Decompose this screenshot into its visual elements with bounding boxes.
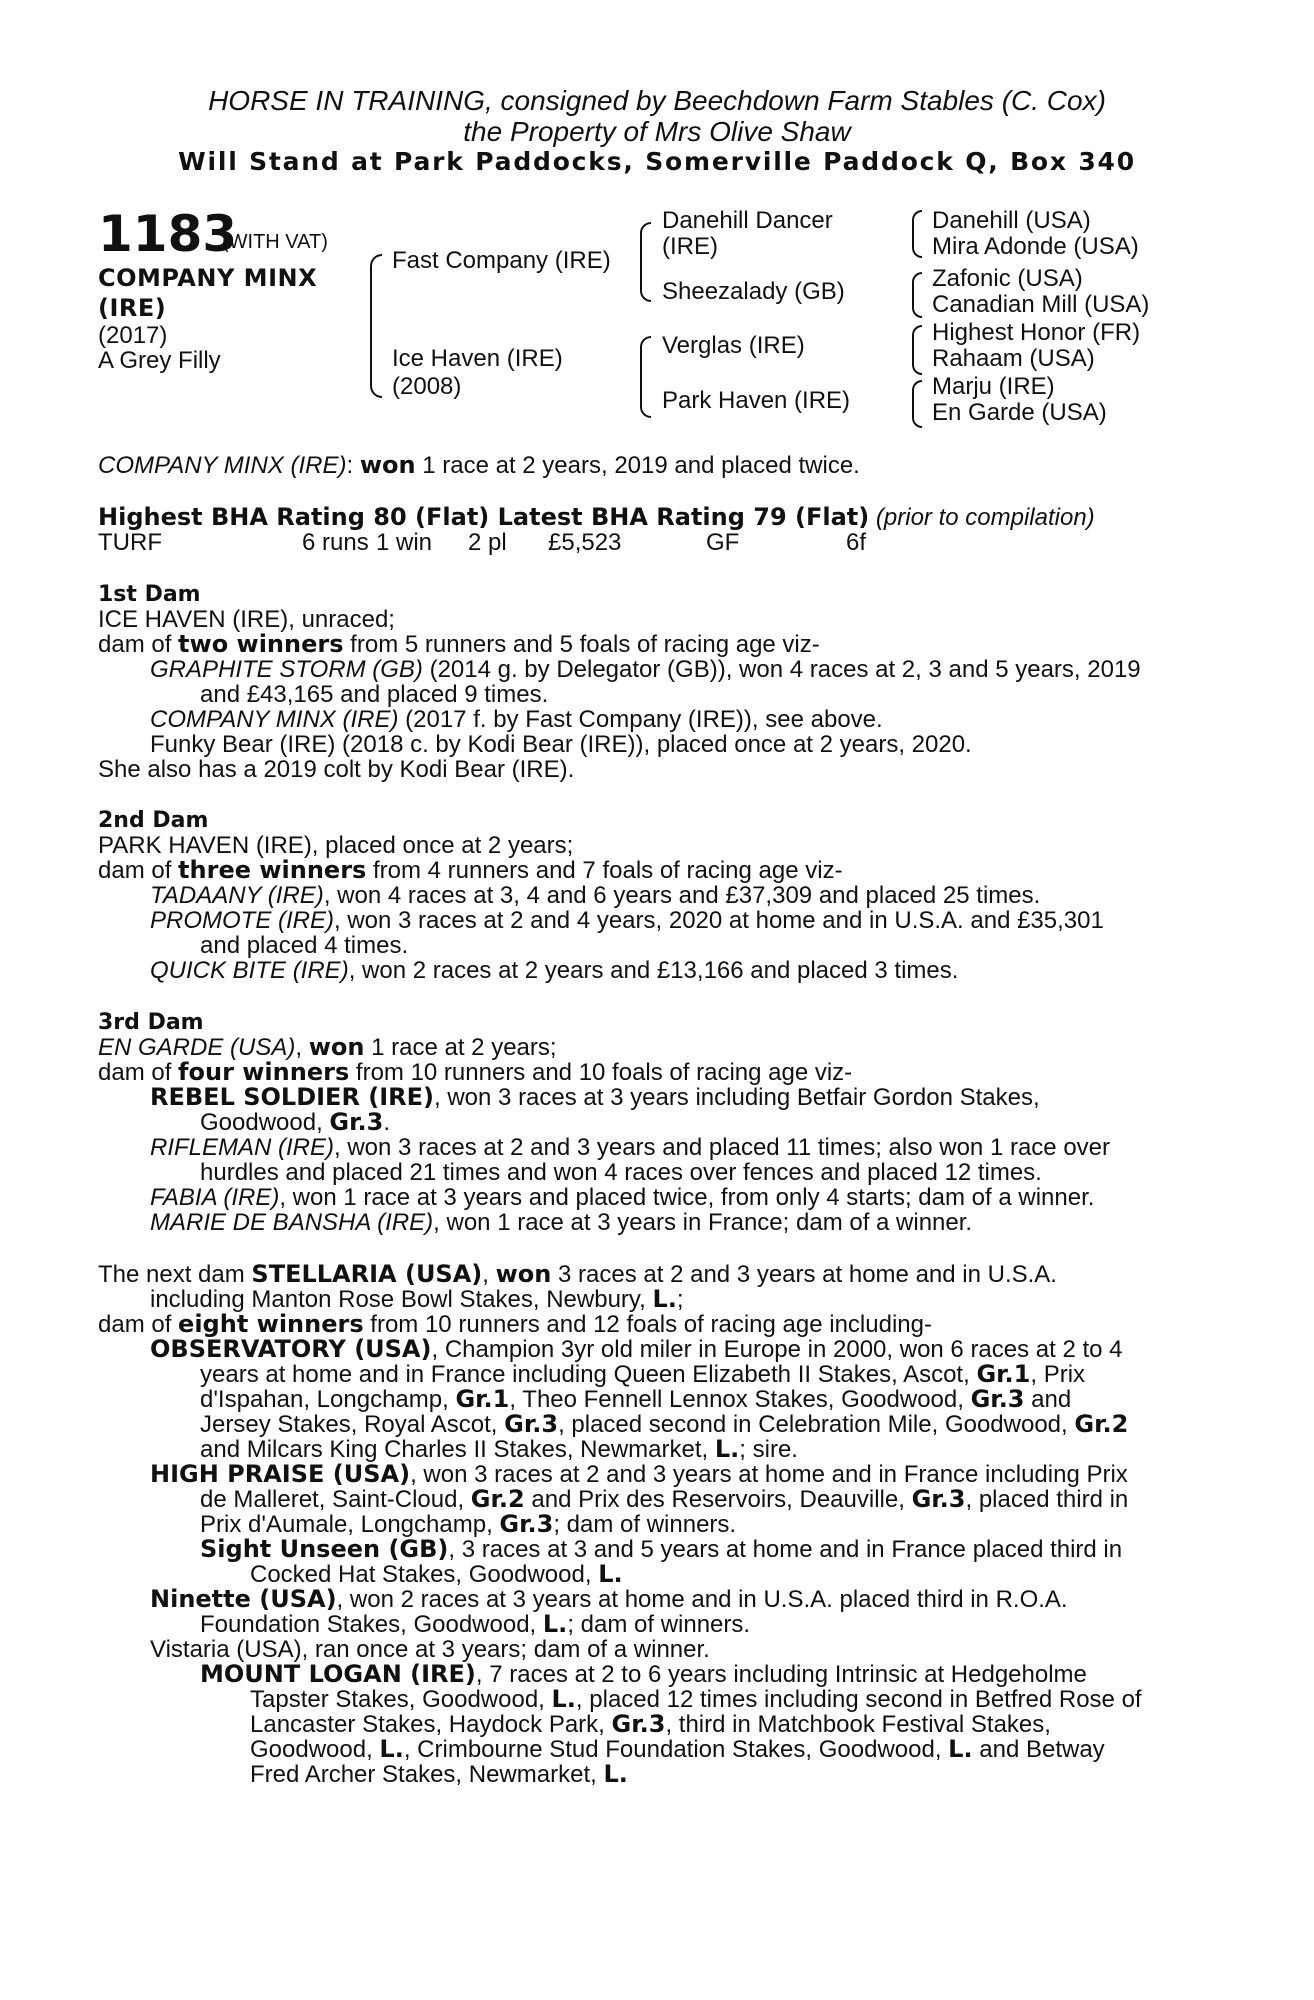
second-dam-heading: 2nd Dam (98, 808, 209, 833)
text: , Champion 3yr old miler in Europe in 2000, won 6 races at 2 to 4 (431, 1336, 1123, 1363)
summary-colon: : (346, 452, 360, 479)
pedigree-ggd-1: Mira Adonde (USA) (932, 233, 1139, 260)
second-dam-entry-3 (150, 958, 1208, 983)
ratings-note: (prior to compilation) (875, 504, 1095, 531)
grade: Gr.1 (976, 1360, 1031, 1388)
high-praise-line-2 (200, 1487, 1208, 1512)
next-dam-produce-summary (98, 1312, 1208, 1337)
record-going: GF (706, 529, 740, 556)
first-dam-produce-summary (98, 632, 1208, 657)
pedigree-sire-dam: Sheezalady (GB) (662, 278, 845, 305)
ninette-line-2 (200, 1612, 1208, 1637)
text: including Manton Rose Bowl Stakes, Newbury, (150, 1286, 653, 1313)
entry-text: , won 4 races at 3, 4 and 6 years and £37,309 and placed 25 times. (323, 882, 1041, 909)
third-dam-entry-1 (150, 1085, 1208, 1110)
sight-unseen-line-1 (200, 1537, 1208, 1562)
pedigree-brace-gen1 (370, 254, 382, 398)
record-earnings: £5,523 (548, 529, 622, 556)
third-dam-heading: 3rd Dam (98, 1010, 204, 1035)
entry-name: FABIA (IRE) (150, 1184, 280, 1211)
entry-name: HIGH PRAISE (USA) (150, 1460, 411, 1488)
third-dam-produce-summary (98, 1060, 1208, 1085)
mount-logan-line-3 (250, 1712, 1208, 1737)
second-dam-produce-summary (98, 858, 1208, 883)
header-location-line: Will Stand at Park Paddocks, Somerville Paddock Q, Box 340 (178, 147, 1136, 176)
horse-name (98, 263, 317, 323)
grade: Gr.3 (504, 1410, 559, 1438)
text: , third in Matchbook Festival Stakes, (665, 1711, 1051, 1738)
horse-name-line2: (IRE) (98, 294, 167, 322)
text: and Prix des Reservoirs, Deauville, (524, 1486, 912, 1513)
first-dam-heading: 1st Dam (98, 582, 201, 607)
listed-mark: L. (948, 1735, 973, 1763)
ninette-line-1 (150, 1587, 1208, 1612)
next-dam-line-1 (98, 1262, 1208, 1287)
text: Jersey Stakes, Royal Ascot, (200, 1411, 505, 1438)
entry-name: PROMOTE (IRE) (150, 907, 334, 934)
winners-count: three winners (178, 856, 367, 884)
mount-logan-line-1 (200, 1662, 1208, 1687)
text: , Theo Fennell Lennox Stakes, Goodwood, (509, 1386, 971, 1413)
dam-of-rest: from 10 runners and 12 foals of racing age including- (363, 1311, 932, 1338)
listed-mark: L. (603, 1760, 628, 1788)
pedigree-ggs-4: Marju (IRE) (932, 373, 1055, 400)
second-dam-intro: PARK HAVEN (IRE), placed once at 2 years; (98, 832, 574, 859)
text: and Betway (972, 1736, 1105, 1763)
dam-of-text: dam of (98, 857, 179, 884)
entry-text: , won 3 races at 2 and 3 years and placed 11 times; also won 1 race over (334, 1134, 1111, 1161)
horse-name-line1: COMPANY MINX (98, 264, 318, 292)
listed-mark: L. (551, 1685, 576, 1713)
text: ; (676, 1286, 684, 1313)
summary-won: won (359, 451, 416, 479)
text: and Milcars King Charles II Stakes, Newmarket, (200, 1436, 715, 1463)
text: Cocked Hat Stakes, Goodwood, (250, 1561, 599, 1588)
first-dam-also: She also has a 2019 colt by Kodi Bear (IRE). (98, 756, 575, 783)
text: 3 races at 2 and 3 years at home and in U.S.A. (551, 1261, 1057, 1288)
entry-name: REBEL SOLDIER (IRE) (150, 1083, 435, 1111)
text: Goodwood, (250, 1736, 380, 1763)
entry-text: , won 1 race at 3 years and placed twice, from only 4 starts; dam of a winner. (279, 1184, 1095, 1211)
summary-horse-name: COMPANY MINX (IRE) (98, 452, 347, 479)
entry-name: TADAANY (IRE) (150, 882, 324, 909)
text: ; dam of winners. (567, 1611, 751, 1638)
winners-count: four winners (178, 1058, 350, 1086)
entry-text: , won 3 races at 3 years including Betfair Gordon Stakes, (434, 1084, 1040, 1111)
cont-text: Goodwood, (200, 1109, 330, 1136)
entry-name: Ninette (USA) (150, 1585, 337, 1613)
summary-text: 1 race at 2 years, 2019 and placed twice. (415, 452, 860, 479)
dam-of-rest: from 5 runners and 5 foals of racing age viz- (343, 631, 820, 658)
record-wins: 1 win (376, 529, 433, 556)
sep: , (295, 1034, 309, 1061)
entry-text: , won 3 races at 2 and 4 years, 2020 at home and in U.S.A. and £35,301 (334, 907, 1104, 934)
winners-count: two winners (178, 630, 344, 658)
mount-logan-line-5 (250, 1762, 1208, 1787)
ratings-line (98, 505, 1208, 530)
dam-of-rest: from 4 runners and 7 foals of racing age viz- (366, 857, 843, 884)
first-dam-intro: ICE HAVEN (IRE), unraced; (98, 606, 395, 633)
mount-logan-line-2 (250, 1687, 1208, 1712)
entry-text: (2017 f. by Fast Company (IRE)), see above. (398, 706, 883, 733)
foaling-year: (2017) (98, 322, 168, 349)
grade: Gr.3 (499, 1510, 554, 1538)
pedigree-dam-year: (2008) (392, 373, 462, 400)
first-dam-entry-3: Funky Bear (IRE) (2018 c. by Kodi Bear (IRE)), placed once at 2 years, 2020. (150, 731, 972, 758)
third-dam-entry-2 (150, 1135, 1208, 1160)
dam-of-text: dam of (98, 1311, 179, 1338)
listed-mark: L. (379, 1735, 404, 1763)
observatory-line-3 (200, 1387, 1208, 1412)
text: ; dam of winners. (553, 1511, 737, 1538)
text: de Malleret, Saint-Cloud, (200, 1486, 471, 1513)
text: The next dam (98, 1261, 252, 1288)
pedigree-dam: Ice Haven (IRE) (392, 345, 563, 372)
text: , Crimbourne Stud Foundation Stakes, Goodwood, (403, 1736, 949, 1763)
text: Tapster Stakes, Goodwood, (250, 1686, 552, 1713)
pedigree-ggd-4: En Garde (USA) (932, 399, 1107, 426)
observatory-line-5 (200, 1437, 1208, 1462)
second-dam-entry-2-cont: and placed 4 times. (200, 932, 409, 959)
intro-rest: 1 race at 2 years; (364, 1034, 557, 1061)
text: d'Ispahan, Longchamp, (200, 1386, 456, 1413)
text: ; sire. (739, 1436, 798, 1463)
grade: Gr.3 (329, 1108, 384, 1136)
entry-name: COMPANY MINX (IRE) (150, 706, 399, 733)
grade: Gr.3 (970, 1385, 1025, 1413)
pedigree-dam-dam: Park Haven (IRE) (662, 387, 851, 414)
pedigree-ggd-2: Canadian Mill (USA) (932, 291, 1150, 318)
entry-name: GRAPHITE STORM (GB) (150, 656, 423, 683)
winners-count: eight winners (178, 1310, 364, 1338)
first-dam-entry-1 (150, 657, 1208, 682)
third-dam-intro (98, 1035, 1208, 1060)
record-surface: TURF (98, 529, 162, 556)
lot-number: 1183 (98, 205, 238, 263)
pedigree-brace-dam-line (640, 336, 651, 418)
sep: , (482, 1261, 496, 1288)
entry-text: , won 2 races at 2 years and £13,166 and placed 3 times. (348, 957, 959, 984)
text: Fred Archer Stakes, Newmarket, (250, 1761, 604, 1788)
entry-name: OBSERVATORY (USA) (150, 1335, 432, 1363)
dam-name: STELLARIA (USA) (251, 1260, 483, 1288)
second-dam-entry-1 (150, 883, 1208, 908)
observatory-line-1 (150, 1337, 1208, 1362)
text: years at home and in France including Queen Elizabeth II Stakes, Ascot, (200, 1361, 977, 1388)
grade: Gr.2 (470, 1485, 525, 1513)
entry-name: Sight Unseen (GB) (200, 1535, 449, 1563)
pedigree-ggs-1: Danehill (USA) (932, 207, 1091, 234)
third-dam-entry-3 (150, 1185, 1208, 1210)
pedigree-brace-dd (912, 380, 922, 428)
record-runs: 6 runs (302, 529, 369, 556)
next-dam-line-2 (150, 1287, 1208, 1312)
third-dam-entry-4 (150, 1210, 1208, 1235)
won-label: won (308, 1033, 365, 1061)
record-distance: 6f (846, 529, 867, 556)
entry-name: RIFLEMAN (IRE) (150, 1134, 335, 1161)
second-dam-entry-2 (150, 908, 1208, 933)
text: , won 3 races at 2 and 3 years at home and in France including Prix (410, 1461, 1128, 1488)
pedigree-brace-ss (912, 210, 922, 258)
dam-of-rest: from 10 runners and 10 foals of racing age viz- (349, 1059, 853, 1086)
ratings-values: Highest BHA Rating 80 (Flat) Latest BHA Rating 79 (Flat) (98, 503, 870, 531)
text: , 3 races at 3 and 5 years at home and in France placed third in (448, 1536, 1123, 1563)
vistaria-line: Vistaria (USA), ran once at 3 years; dam of a winner. (150, 1636, 710, 1663)
listed-mark: L. (542, 1610, 568, 1638)
text: , won 2 races at 3 years at home and in U.S.A. placed third in R.O.A. (336, 1586, 1068, 1613)
header-consignor-line: HORSE IN TRAINING, consigned by Beechdown Farm Stables (C. Cox) (208, 85, 1106, 116)
pedigree-brace-ds (912, 325, 922, 375)
grade: Gr.1 (455, 1385, 510, 1413)
text: Foundation Stakes, Goodwood, (200, 1611, 543, 1638)
entry-name: MARIE DE BANSHA (IRE) (150, 1209, 434, 1236)
pedigree-brace-sd (912, 272, 922, 318)
vat-note: (WITH VAT) (222, 231, 328, 253)
pedigree-dam-sire: Verglas (IRE) (662, 332, 805, 359)
entry-name: MOUNT LOGAN (IRE) (200, 1660, 476, 1688)
third-dam-entry-2-cont: hurdles and placed 21 times and won 4 races over fences and placed 12 times. (200, 1159, 1042, 1186)
pedigree-ggs-2: Zafonic (USA) (932, 265, 1083, 292)
grade: Gr.3 (911, 1485, 966, 1513)
dam-of-text: dam of (98, 1059, 179, 1086)
text: Lancaster Stakes, Haydock Park, (250, 1711, 612, 1738)
listed-mark: L. (652, 1285, 677, 1313)
third-dam-entry-1-cont (200, 1110, 1208, 1135)
pedigree-ggd-3: Rahaam (USA) (932, 345, 1095, 372)
mount-logan-line-4 (250, 1737, 1208, 1762)
pedigree-sire-sire (662, 208, 833, 260)
won-label: won (495, 1260, 552, 1288)
text: , placed second in Celebration Mile, Goodwood, (558, 1411, 1075, 1438)
grade: Gr.3 (611, 1710, 666, 1738)
pedigree-sire-sire-line1: Danehill Dancer (662, 207, 833, 234)
listed-mark: L. (714, 1435, 740, 1463)
record-placed: 2 pl (468, 529, 507, 556)
observatory-line-2 (200, 1362, 1208, 1387)
text: , 7 races at 2 to 6 years including Intrinsic at Hedgeholme (475, 1661, 1087, 1688)
listed-mark: L. (598, 1560, 623, 1588)
race-summary (98, 453, 1208, 478)
pedigree-brace-sire-line (640, 222, 651, 302)
grade: Gr.2 (1074, 1410, 1129, 1438)
text: Prix d'Aumale, Longchamp, (200, 1511, 500, 1538)
first-dam-entry-2 (150, 707, 1208, 732)
pedigree-ggs-3: Highest Honor (FR) (932, 319, 1141, 346)
pedigree-sire-sire-line2: (IRE) (662, 233, 718, 260)
text: and (1024, 1386, 1072, 1413)
cont-end: . (383, 1109, 391, 1136)
entry-text: , won 1 race at 3 years in France; dam of a winner. (433, 1209, 973, 1236)
header-property-line: the Property of Mrs Olive Shaw (463, 116, 851, 147)
dam-of-text: dam of (98, 631, 179, 658)
observatory-line-4 (200, 1412, 1208, 1437)
first-dam-entry-1-cont: and £43,165 and placed 9 times. (200, 681, 549, 708)
pedigree-sire: Fast Company (IRE) (392, 247, 611, 274)
text: , placed 12 times including second in Betfred Rose of (575, 1686, 1142, 1713)
text: , placed third in (965, 1486, 1129, 1513)
high-praise-line-3 (200, 1512, 1208, 1537)
high-praise-line-1 (150, 1462, 1208, 1487)
entry-text: (2014 g. by Delegator (GB)), won 4 races at 2, 3 and 5 years, 2019 (422, 656, 1141, 683)
dam-name: EN GARDE (USA) (98, 1034, 296, 1061)
sight-unseen-line-2 (250, 1562, 1208, 1587)
entry-name: QUICK BITE (IRE) (150, 957, 349, 984)
text: , Prix (1030, 1361, 1086, 1388)
horse-description: A Grey Filly (98, 347, 221, 374)
